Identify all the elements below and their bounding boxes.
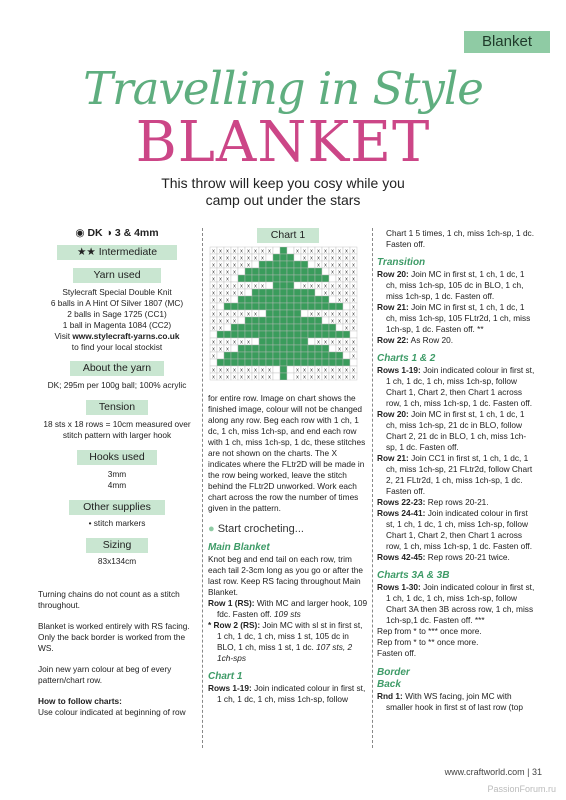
svg-text:x: x: [317, 311, 320, 318]
charts12-heading: Charts 1 & 2: [377, 353, 436, 364]
note: Join new yarn colour at beg of every pattern/chart row.: [38, 664, 172, 685]
svg-text:x: x: [233, 269, 236, 276]
tension-heading: Tension: [86, 400, 148, 415]
svg-text:x: x: [331, 367, 334, 374]
start-crocheting: [208, 524, 368, 535]
svg-text:x: x: [310, 374, 313, 381]
row2-sts: 107 sts, 2 1ch-sps: [217, 642, 353, 663]
svg-text:x: x: [338, 276, 341, 283]
c12-r21-text: Join CC1 in first st, 1 ch, 1 dc, 1 ch, miss 1ch-sp, 21 FLtr2d, follow Chart 2, 21 FLtr2d, 1 ch, miss 1ch-sp, 1 dc. Fasten off.: [386, 453, 533, 496]
row22-label: Row 22:: [377, 335, 409, 345]
svg-text:x: x: [352, 325, 355, 332]
svg-text:x: x: [219, 311, 222, 318]
svg-text:x: x: [338, 262, 341, 269]
svg-text:x: x: [352, 269, 355, 276]
svg-text:x: x: [303, 255, 306, 262]
svg-text:x: x: [310, 311, 313, 318]
svg-text:x: x: [345, 311, 348, 318]
svg-text:x: x: [352, 248, 355, 255]
column-divider: [372, 228, 373, 748]
svg-text:x: x: [345, 269, 348, 276]
svg-text:x: x: [261, 367, 264, 374]
svg-text:x: x: [268, 248, 271, 255]
svg-text:x: x: [226, 367, 229, 374]
svg-text:x: x: [303, 283, 306, 290]
svg-text:x: x: [212, 311, 215, 318]
svg-text:x: x: [338, 255, 341, 262]
transition-heading: Transition: [377, 257, 426, 268]
svg-text:x: x: [219, 262, 222, 269]
svg-text:x: x: [212, 276, 215, 283]
tension-text: 18 sts x 18 rows = 10cm measured over stitch pattern with larger hook: [43, 419, 191, 440]
svg-text:x: x: [226, 311, 229, 318]
svg-text:x: x: [212, 297, 215, 304]
rnd1-label: Rnd 1:: [377, 691, 403, 701]
svg-text:x: x: [345, 290, 348, 297]
yarn-used-heading: Yarn used: [73, 268, 161, 283]
svg-text:x: x: [345, 262, 348, 269]
svg-text:x: x: [331, 374, 334, 381]
row21-label: Row 21:: [377, 302, 409, 312]
row1-label: Row 1 (RS):: [208, 598, 255, 608]
chart1-text: Join indicated colour in first st, 1 ch, 1 dc, 1 ch, miss 1ch-sp, follow: [217, 683, 366, 704]
svg-text:x: x: [226, 346, 229, 353]
bullet-icon: ●: [208, 523, 215, 535]
sizing-text: 83x134cm: [97, 556, 137, 566]
how-text: Use colour indicated at beginning of row: [38, 707, 186, 717]
svg-text:x: x: [233, 262, 236, 269]
svg-text:x: x: [219, 283, 222, 290]
svg-text:x: x: [310, 255, 313, 262]
svg-text:x: x: [212, 318, 215, 325]
svg-text:x: x: [296, 374, 299, 381]
sizing-heading: Sizing: [86, 538, 148, 553]
svg-text:x: x: [254, 255, 257, 262]
chart-1: [208, 245, 368, 391]
svg-text:x: x: [212, 325, 215, 332]
chart-grid: [208, 245, 368, 391]
svg-text:x: x: [233, 255, 236, 262]
footer: www.craftworld.com | 31: [444, 767, 542, 777]
svg-text:x: x: [212, 255, 215, 262]
svg-text:x: x: [233, 311, 236, 318]
main-blanket-text: Knot beg and end tail on each row, trim each tail 2-3cm long as you go or after the last row. Keep RS facing throughout Main Blanket.: [208, 554, 363, 597]
svg-text:x: x: [240, 262, 243, 269]
svg-text:x: x: [338, 311, 341, 318]
yarn-line: 6 balls in A Hint Of Silver 1807 (MC): [50, 298, 184, 308]
svg-text:x: x: [247, 262, 250, 269]
svg-text:x: x: [261, 374, 264, 381]
svg-text:x: x: [345, 339, 348, 346]
svg-text:x: x: [345, 318, 348, 325]
svg-text:x: x: [233, 248, 236, 255]
svg-text:x: x: [324, 283, 327, 290]
svg-text:x: x: [254, 367, 257, 374]
svg-text:x: x: [324, 248, 327, 255]
svg-text:x: x: [345, 283, 348, 290]
svg-text:x: x: [226, 283, 229, 290]
hook-line: 4mm: [107, 480, 127, 490]
svg-text:x: x: [338, 339, 341, 346]
yarn-line: 1 ball in Magenta 1084 (CC2): [62, 320, 172, 330]
svg-text:x: x: [247, 367, 250, 374]
svg-text:x: x: [226, 255, 229, 262]
main-blanket-heading: Main Blanket: [208, 542, 270, 553]
c12-r24-text: Join indicated colour in first st, 1 ch, 1 dc, 1 ch, miss 1ch-sp, follow Chart 1, Chart 2, then Chart 1 across row, 1 ch, miss 1ch-sp, 1 dc. Fasten off.: [386, 508, 533, 551]
svg-text:x: x: [317, 255, 320, 262]
svg-text:x: x: [345, 248, 348, 255]
svg-text:x: x: [219, 297, 222, 304]
svg-text:x: x: [352, 276, 355, 283]
svg-text:x: x: [240, 290, 243, 297]
svg-text:x: x: [233, 367, 236, 374]
svg-text:x: x: [345, 276, 348, 283]
rep-1: Rep from * to *** once more.: [377, 626, 482, 636]
visit-prefix: Visit: [54, 331, 73, 341]
svg-text:x: x: [352, 311, 355, 318]
svg-text:x: x: [345, 255, 348, 262]
svg-text:x: x: [352, 353, 355, 360]
svg-text:x: x: [226, 276, 229, 283]
svg-text:x: x: [240, 311, 243, 318]
svg-text:x: x: [212, 367, 215, 374]
section-tag: Blanket: [464, 31, 550, 53]
c12-r20-label: Row 20:: [377, 409, 409, 419]
supplies-heading: Other supplies: [69, 500, 165, 515]
svg-text:x: x: [324, 339, 327, 346]
svg-text:x: x: [240, 283, 243, 290]
svg-text:x: x: [212, 353, 215, 360]
start-label: Start crocheting...: [217, 523, 304, 535]
svg-text:x: x: [352, 297, 355, 304]
svg-text:x: x: [331, 269, 334, 276]
svg-text:x: x: [310, 283, 313, 290]
row1-text: With MC and larger hook, 109 fdc. Fasten off.: [217, 598, 368, 619]
svg-text:x: x: [254, 311, 257, 318]
svg-text:x: x: [331, 255, 334, 262]
visit-suffix: to find your local stockist: [71, 342, 163, 352]
svg-text:x: x: [219, 374, 222, 381]
svg-text:x: x: [338, 283, 341, 290]
hook-icon: ◑: [105, 227, 112, 239]
svg-text:x: x: [226, 262, 229, 269]
row21-text: Join MC in first st, 1 ch, 1 dc, 1 ch, miss 1ch-sp, 105 FLtr2d, 1 ch, miss 1ch-sp, 1 dc. Fasten off. **: [386, 302, 531, 334]
svg-text:x: x: [352, 339, 355, 346]
row2-label: * Row 2 (RS):: [208, 620, 261, 630]
level-text: Intermediate: [98, 246, 158, 258]
svg-text:x: x: [317, 248, 320, 255]
svg-text:x: x: [219, 255, 222, 262]
svg-text:x: x: [212, 339, 215, 346]
svg-text:x: x: [247, 311, 250, 318]
svg-text:x: x: [296, 248, 299, 255]
svg-text:x: x: [352, 304, 355, 311]
hooks-heading: Hooks used: [77, 450, 157, 465]
yarn-line: Stylecraft Special Double Knit: [62, 287, 172, 297]
svg-text:x: x: [212, 290, 215, 297]
c12-r20-text: Join MC in first st, 1 ch, 1 dc, 1 ch, miss 1ch-sp, 21 dc in BLO, follow Chart 2, 21 dc in BLO, 1 ch, miss 1ch-sp, 1 dc. Fasten off.: [386, 409, 527, 452]
c12-r42-label: Rows 42-45:: [377, 552, 426, 562]
svg-text:x: x: [233, 283, 236, 290]
charts3-heading: Charts 3A & 3B: [377, 570, 450, 581]
weight-hook-line: [38, 228, 196, 239]
svg-text:x: x: [212, 262, 215, 269]
c12-r1-text: Join indicated colour in first st, 1 ch, 1 dc, 1 ch, miss 1ch-sp, follow Chart 1, Chart 2, then Chart 1 across row, 1 ch, miss 1ch-sp, 1 dc. Fasten off.: [386, 365, 535, 408]
svg-text:x: x: [240, 339, 243, 346]
weight: DK: [87, 227, 103, 239]
row2-text: Join MC with sl st in first st, 1 ch, 1 dc, 1 ch, miss 1 st, 105 dc in BLO, 1 ch, miss 1 st, 1 dc.: [217, 620, 363, 652]
svg-text:x: x: [352, 346, 355, 353]
svg-text:x: x: [352, 318, 355, 325]
row1-sts: 109 sts: [274, 609, 301, 619]
note: Blanket is worked entirely with RS facing. Only the back border is worked from the WS.: [38, 621, 190, 653]
hook-size: 3 & 4mm: [114, 227, 159, 239]
svg-text:x: x: [268, 374, 271, 381]
svg-text:x: x: [352, 290, 355, 297]
svg-text:x: x: [212, 283, 215, 290]
about-yarn-heading: About the yarn: [70, 361, 164, 376]
svg-text:x: x: [233, 318, 236, 325]
svg-text:x: x: [345, 297, 348, 304]
row2: [208, 620, 368, 664]
svg-text:x: x: [338, 290, 341, 297]
svg-text:x: x: [261, 255, 264, 262]
svg-text:x: x: [219, 290, 222, 297]
svg-text:x: x: [331, 311, 334, 318]
svg-text:x: x: [352, 367, 355, 374]
fasten-off: Fasten off.: [377, 648, 417, 658]
svg-text:x: x: [219, 346, 222, 353]
svg-text:x: x: [261, 248, 264, 255]
c12-r1-label: Rows 1-19:: [377, 365, 421, 375]
c12-r42-text: Rep rows 20-21 twice.: [425, 552, 510, 562]
svg-text:x: x: [303, 248, 306, 255]
c3-r1-label: Rows 1-30:: [377, 582, 421, 592]
svg-text:x: x: [338, 346, 341, 353]
svg-text:x: x: [317, 339, 320, 346]
svg-text:x: x: [233, 339, 236, 346]
svg-text:x: x: [219, 276, 222, 283]
rnd1-text: With WS facing, join MC with smaller hook in first st of last row (top: [386, 691, 523, 712]
title-script: Travelling in Style: [83, 62, 483, 115]
svg-text:x: x: [226, 290, 229, 297]
svg-text:x: x: [212, 304, 215, 311]
svg-text:x: x: [212, 346, 215, 353]
svg-text:x: x: [254, 248, 257, 255]
svg-text:x: x: [233, 290, 236, 297]
svg-text:x: x: [240, 255, 243, 262]
svg-text:x: x: [226, 248, 229, 255]
about-yarn-text: DK; 295m per 100g ball; 100% acrylic: [47, 380, 187, 390]
svg-text:x: x: [247, 374, 250, 381]
svg-text:x: x: [212, 374, 215, 381]
svg-text:x: x: [324, 262, 327, 269]
svg-text:x: x: [317, 374, 320, 381]
svg-text:x: x: [338, 374, 341, 381]
chart1-label: Rows 1-19:: [208, 683, 252, 693]
chart-heading: Chart 1: [257, 228, 319, 243]
svg-text:x: x: [247, 255, 250, 262]
svg-text:x: x: [254, 374, 257, 381]
supplies-text: • stitch markers: [88, 518, 146, 528]
svg-text:x: x: [303, 374, 306, 381]
svg-text:x: x: [233, 374, 236, 381]
svg-text:x: x: [247, 339, 250, 346]
svg-text:x: x: [296, 367, 299, 374]
chart1-rows: [208, 683, 368, 705]
svg-text:x: x: [219, 367, 222, 374]
svg-text:x: x: [226, 339, 229, 346]
svg-text:x: x: [226, 269, 229, 276]
hook-line: 3mm: [107, 469, 127, 479]
svg-text:x: x: [261, 283, 264, 290]
c12-r24-label: Rows 24-41:: [377, 508, 426, 518]
c12-r22-text: Rep rows 20-21.: [425, 497, 489, 507]
svg-text:x: x: [324, 311, 327, 318]
chart1-heading: Chart 1: [208, 671, 243, 682]
svg-text:x: x: [317, 262, 320, 269]
svg-text:x: x: [212, 269, 215, 276]
svg-text:x: x: [338, 367, 341, 374]
title-main: BLANKET: [135, 110, 431, 175]
svg-text:x: x: [247, 248, 250, 255]
svg-text:x: x: [331, 339, 334, 346]
svg-text:x: x: [219, 248, 222, 255]
subtitle: This throw will keep you cosy while you camp out under the stars: [161, 175, 405, 208]
svg-text:x: x: [345, 367, 348, 374]
svg-text:x: x: [345, 374, 348, 381]
row1: [208, 598, 368, 620]
how-heading: How to follow charts:: [38, 696, 122, 706]
rep-2: Rep from * to ** once more.: [377, 637, 479, 647]
svg-text:x: x: [324, 255, 327, 262]
row22-text: As Row 20.: [408, 335, 454, 345]
stockist-link[interactable]: www.stylecraft-yarns.co.uk: [72, 331, 180, 341]
level-badge: [57, 245, 177, 260]
svg-text:x: x: [303, 367, 306, 374]
svg-text:x: x: [352, 255, 355, 262]
column-divider: [202, 228, 203, 748]
border-heading: Border: [377, 667, 410, 678]
svg-text:x: x: [219, 269, 222, 276]
chart-column: [208, 228, 368, 705]
yarn-ball-icon: ◉: [75, 227, 85, 239]
svg-text:x: x: [352, 283, 355, 290]
instructions-column: [377, 228, 537, 713]
yarn-line: 2 balls in Sage 1725 (CC1): [67, 309, 167, 319]
c12-r21-label: Row 21:: [377, 453, 409, 463]
svg-text:x: x: [324, 367, 327, 374]
note: Turning chains do not count as a stitch throughout.: [38, 589, 180, 610]
svg-text:x: x: [331, 318, 334, 325]
svg-text:x: x: [254, 283, 257, 290]
svg-text:x: x: [310, 248, 313, 255]
c12-r22-label: Rows 22-23:: [377, 497, 426, 507]
svg-text:x: x: [345, 325, 348, 332]
row20-label: Row 20:: [377, 269, 409, 279]
svg-text:x: x: [219, 339, 222, 346]
svg-text:x: x: [240, 367, 243, 374]
svg-text:x: x: [212, 248, 215, 255]
svg-text:x: x: [352, 374, 355, 381]
svg-text:x: x: [324, 374, 327, 381]
svg-text:x: x: [324, 290, 327, 297]
svg-text:x: x: [219, 318, 222, 325]
svg-text:x: x: [219, 325, 222, 332]
svg-text:x: x: [310, 367, 313, 374]
row20-text: Join MC in first st, 1 ch, 1 dc, 1 ch, miss 1ch-sp, 105 dc in BLO, 1 ch, miss 1ch-sp, 1 dc. Fasten off.: [386, 269, 525, 301]
c3-r1-text: Join indicated colour in first st, 1 ch, 1 dc, 1 ch, miss 1ch-sp, follow Chart 3A then 3B across row, 1 ch, miss 1ch-sp,1 dc. Fasten off. ***: [386, 582, 535, 625]
svg-text:x: x: [226, 318, 229, 325]
svg-text:x: x: [226, 374, 229, 381]
svg-text:x: x: [331, 248, 334, 255]
svg-text:x: x: [226, 297, 229, 304]
chart-instructions: for entire row. Image on chart shows the finished image, colour will not be changed along any row. Beg each row with 1 ch, 1 dc, 1 ch, miss 1ch-sp, and end each row with 1 ch, miss 1ch-sp, 1 dc, these stitches are not shown on the charts. The X indicates where the FLtr2D will be made in the row being worked, leave the stitch behind the FLtr2D unworked. Work each chart across the row the number of times given in the pattern.: [208, 393, 366, 513]
svg-text:x: x: [338, 297, 341, 304]
svg-text:x: x: [352, 262, 355, 269]
svg-text:x: x: [247, 283, 250, 290]
svg-text:x: x: [338, 318, 341, 325]
watermark: PassionForum.ru: [487, 784, 556, 794]
svg-text:x: x: [240, 248, 243, 255]
svg-text:x: x: [317, 367, 320, 374]
svg-text:x: x: [331, 283, 334, 290]
svg-text:x: x: [317, 283, 320, 290]
col3-top: Chart 1 5 times, 1 ch, miss 1ch-sp, 1 dc. Fasten off.: [386, 228, 535, 249]
svg-text:x: x: [338, 269, 341, 276]
svg-text:x: x: [338, 248, 341, 255]
svg-text:x: x: [268, 367, 271, 374]
info-column: [38, 228, 196, 718]
svg-text:x: x: [331, 262, 334, 269]
svg-text:x: x: [331, 290, 334, 297]
svg-text:x: x: [240, 374, 243, 381]
back-heading: Back: [377, 679, 401, 690]
star-icon: ★★: [76, 246, 96, 258]
svg-text:x: x: [345, 346, 348, 353]
